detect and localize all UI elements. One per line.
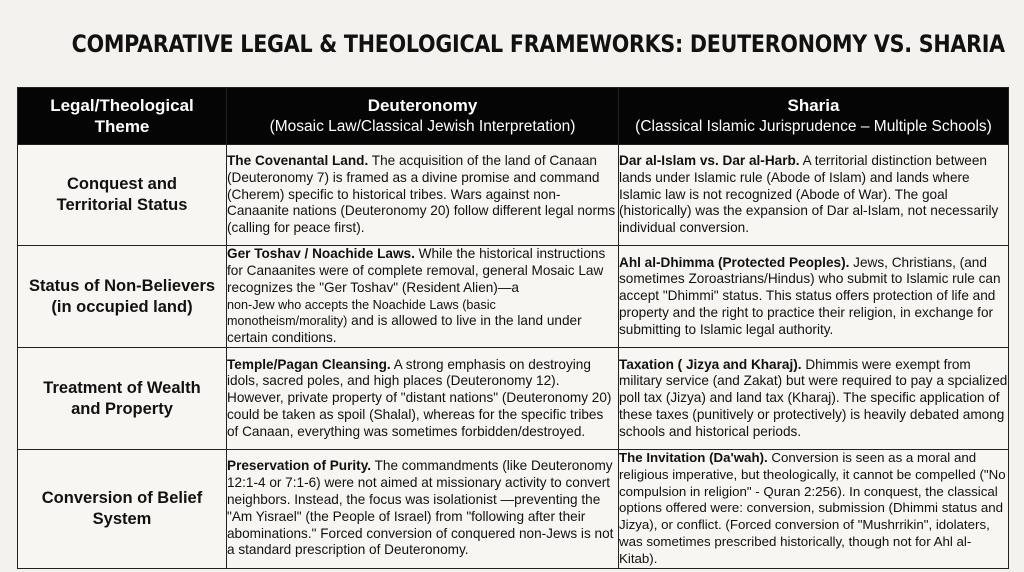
deuteronomy-lead: Ger Toshav / Noachide Laws.: [227, 246, 415, 262]
sharia-cell: [619, 246, 1009, 348]
theme-cell: Conversion of Belief System: [18, 450, 227, 569]
page-title: COMPARATIVE LEGAL & THEOLOGICAL FRAMEWORKS: DEUTERONOMY VS. SHARIA: [71, 30, 1005, 58]
header-sharia-title: Sharia: [787, 96, 840, 115]
deuteronomy-cell: [227, 145, 619, 246]
sharia-text: Conversion is seen as a moral and religious imperative, but theologically, it cannot be compelled ("No compulsion in religion" - Quran 2:256). In conquest, the classical options offered were: conversion, submission (Dhimmi status and Jizya), or conflict. (Forced conversion of "Mushrrikin", idolaters, was sometimes prescribed historically, though not for Ahl al-Kitab).: [619, 450, 1006, 566]
comparison-table: [17, 87, 1009, 569]
table-row: [18, 348, 1009, 450]
deuteronomy-cell: [227, 246, 619, 348]
table-row: [18, 145, 1009, 246]
deuteronomy-text: The commandments (like Deuteronomy 12:1-4 or 7:1-6) were not aimed at missionary activity to convert neighbors. Instead, the focus was isolationist —preventing the "Am Yisrael" (the People of Israel) from "following after their abominations." Forced conversion of conquered non-Jews is not a standard prescription of Deuteronomy.: [227, 458, 614, 558]
deuteronomy-text: The acquisition of the land of Canaan (Deuteronomy 7) is framed as a divine promise and command (Cherem) specific to historical tribes. Wars against non-Canaanite nations (Deuteronomy 20) follow different legal norms (calling for peace first).: [227, 153, 616, 236]
deuteronomy-lead: The Covenantal Land.: [227, 153, 369, 168]
deuteronomy-cell: [227, 450, 619, 569]
header-theme-label: Legal/Theological Theme: [50, 96, 194, 136]
theme-cell: Conquest and Territorial Status: [18, 145, 227, 246]
deuteronomy-text-small: non-Jew who accepts the Noachide Laws (basic monotheism/morality): [227, 297, 496, 329]
table-header-row: [18, 88, 1009, 145]
deuteronomy-cell: [227, 348, 619, 450]
deuteronomy-text-continued: and is allowed to live in the land under certain conditions.: [227, 313, 582, 346]
sharia-text: Dhimmis were exempt from military service (and Zakat) but were required to pay a spcialized poll tax (Jizya) and land tax (Kharaj). The specific application of these taxes (punitively or protectively) is heavily debated among schools and historical periods.: [619, 356, 1008, 439]
deuteronomy-lead: Temple/Pagan Cleansing.: [227, 356, 391, 372]
table-row: [18, 450, 1009, 569]
deuteronomy-text: A strong emphasis on destroying idols, sacred poles, and high places (Deuteronomy 12). However, private property of "distant nations" (Deuteronomy 20) could be taken as spoil (Shalal), whereas for the specific tribes of Canaan, everything was sometimes forbidden/destroyed.: [227, 356, 612, 439]
header-sharia-subtitle: (Classical Islamic Jurisprudence – Multiple Schools): [635, 118, 992, 135]
header-deuteronomy-title: Deuteronomy: [367, 96, 478, 115]
header-theme: [18, 88, 227, 145]
deuteronomy-text: While the historical instructions for Canaanites were of complete removal, general Mosaic Law recognizes the "Ger Toshav" (Resident Alien)—a: [227, 246, 606, 295]
sharia-lead: Ahl al-Dhimma (Protected Peoples).: [619, 254, 850, 270]
sharia-cell: [619, 348, 1009, 450]
header-sharia: [619, 88, 1009, 145]
sharia-text: A territorial distinction between lands under Islamic rule (Abode of Islam) and lands where Islamic law is not recognized (Abode of War). The goal (historically) was the expansion of Dar al-Islam, not necessarily individual conversion.: [619, 153, 999, 236]
theme-cell: Treatment of Wealth and Property: [18, 348, 227, 450]
sharia-text: Jews, Christians, (and sometimes Zoroastrians/Hindus) who submit to Islamic rule can accept "Dhimmi" status. This status offers protection of life and property and the right to practice their religion, in exchange for submitting to Islamic legal authority.: [619, 254, 1001, 337]
header-deuteronomy: [227, 88, 619, 145]
sharia-lead: The Invitation (Da'wah).: [619, 450, 768, 465]
sharia-lead: Taxation ( Jizya and Kharaj).: [619, 356, 802, 372]
header-deuteronomy-subtitle: (Mosaic Law/Classical Jewish Interpretation): [269, 118, 576, 135]
sharia-cell: [619, 450, 1009, 569]
table-row: [18, 246, 1009, 348]
theme-cell: Status of Non-Believers (in occupied land): [18, 246, 227, 348]
sharia-cell: [619, 145, 1009, 246]
deuteronomy-lead: Preservation of Purity.: [227, 458, 372, 474]
sharia-lead: Dar al-Islam vs. Dar al-Harb.: [619, 153, 800, 168]
